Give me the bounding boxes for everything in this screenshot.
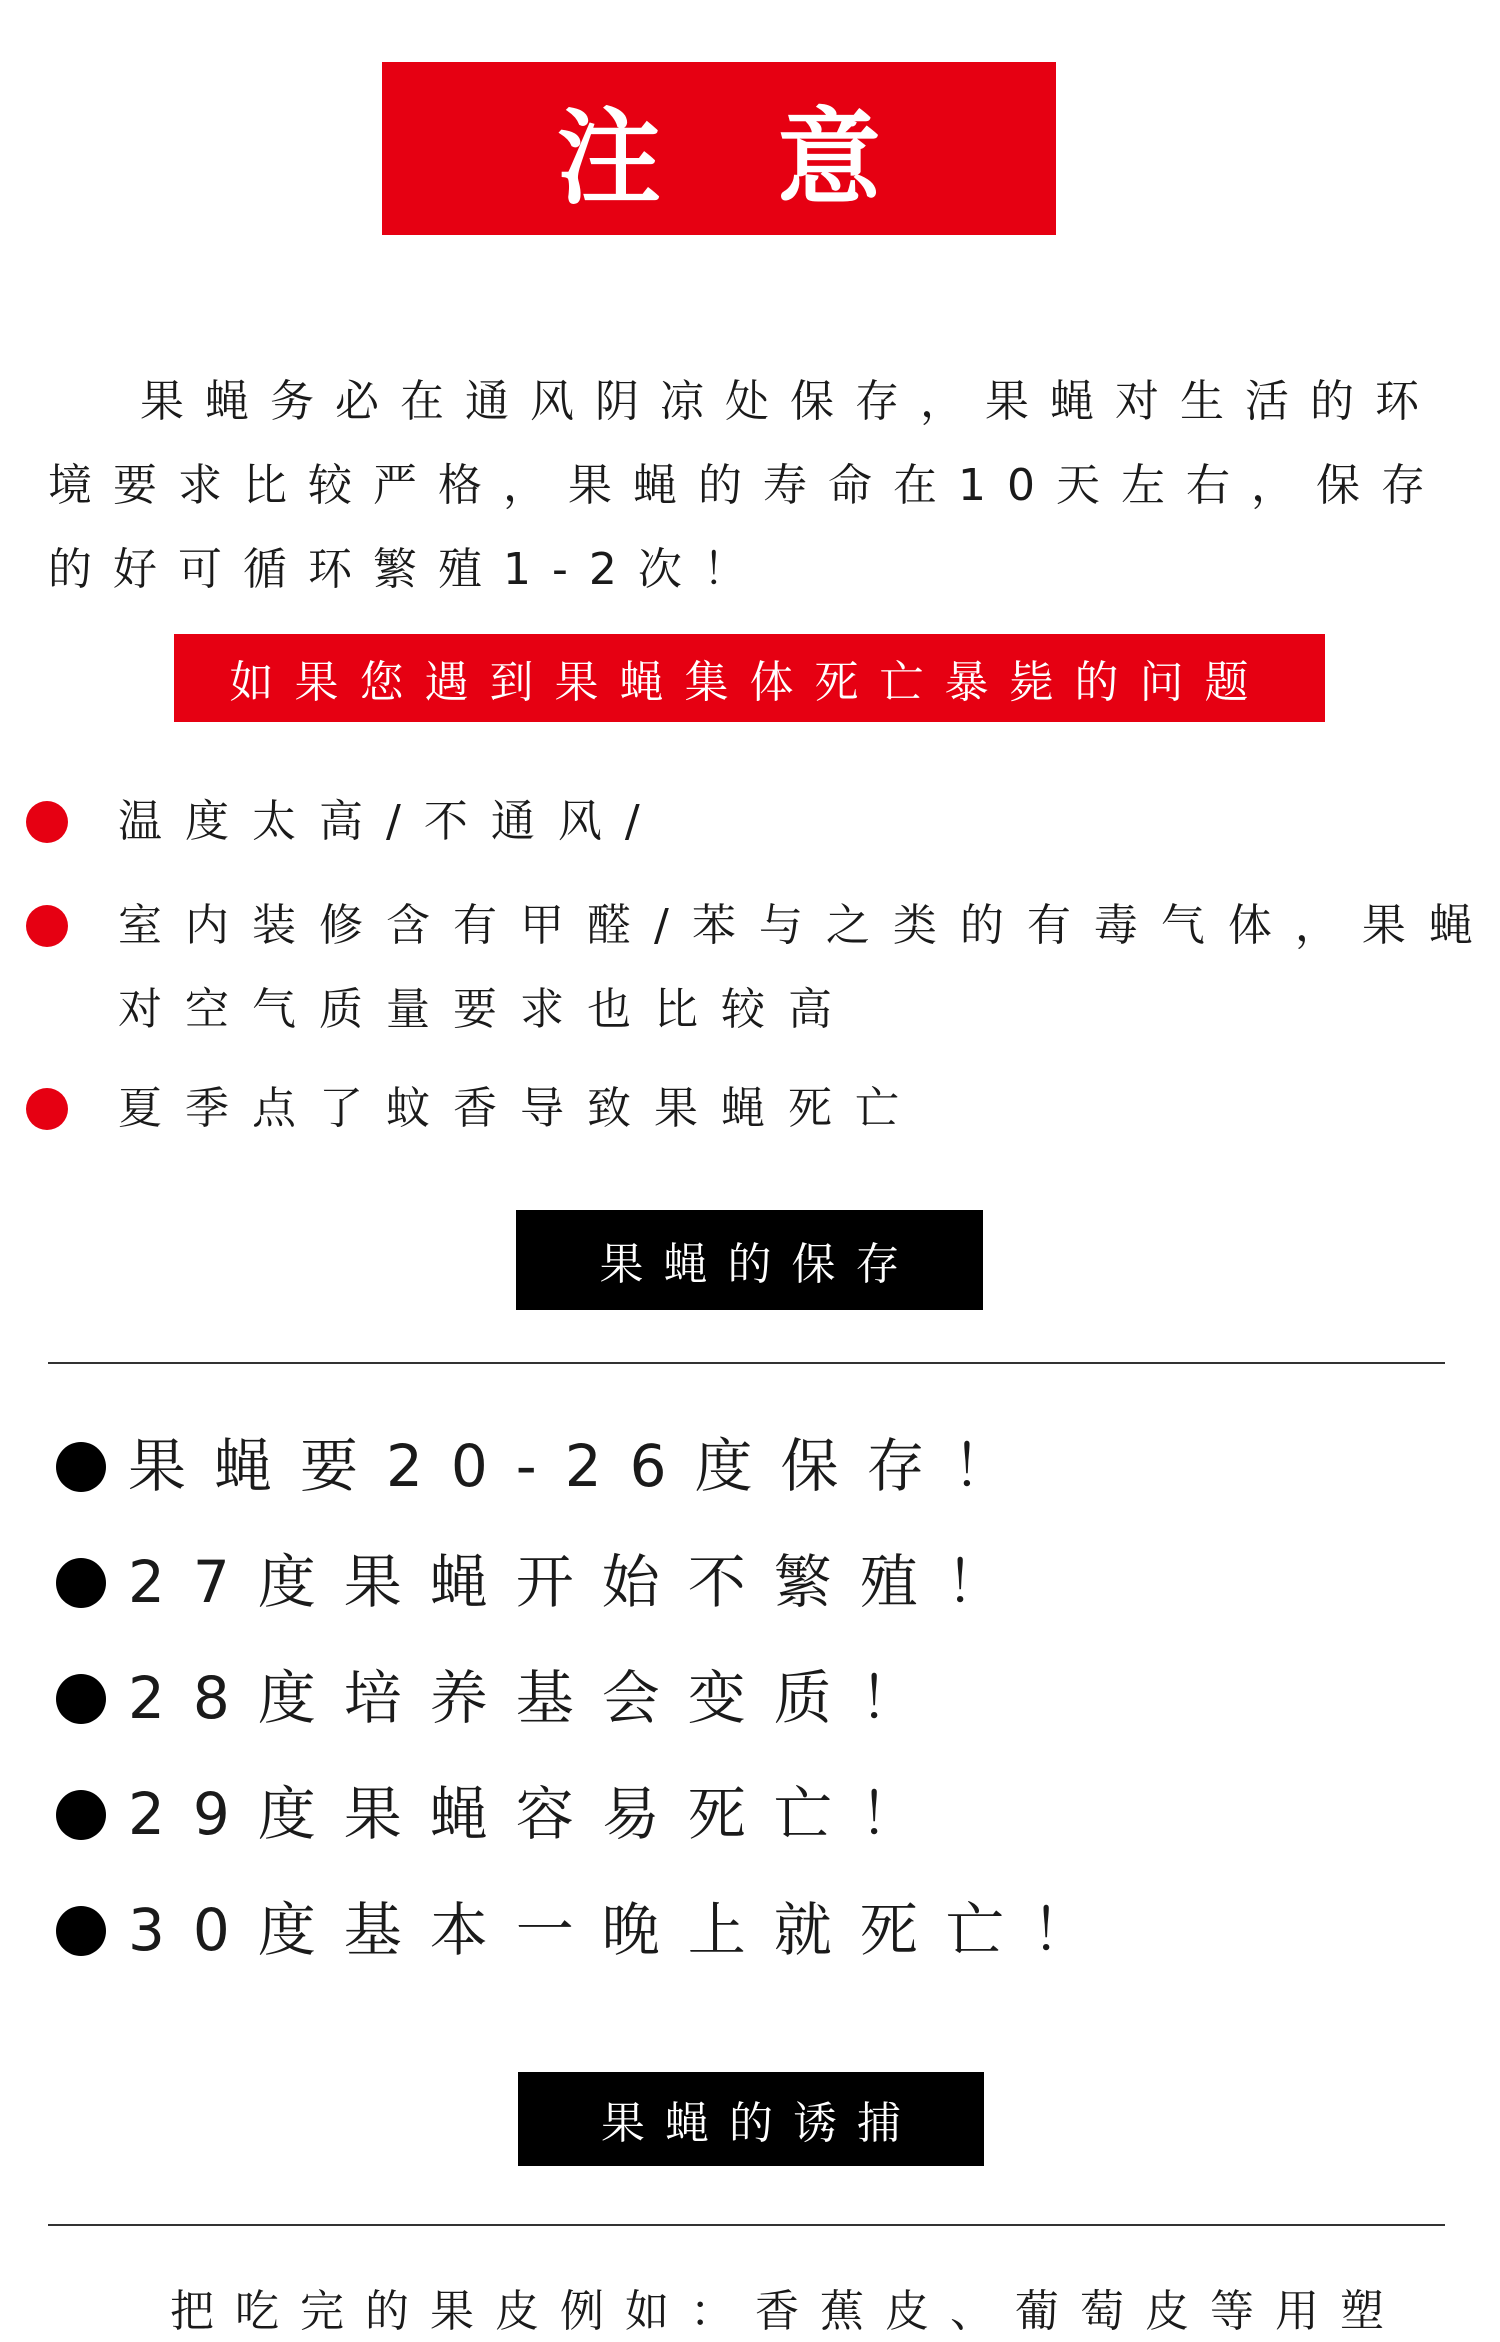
red-bullet-icon: [26, 1088, 68, 1130]
reason-text: 温度太高/不通风/: [118, 796, 663, 847]
red-bullet-icon: [26, 801, 68, 843]
temperature-rule-text: 30度基本一晚上就死亡！: [128, 1896, 1118, 1964]
storage-intro-paragraph: [48, 360, 1488, 612]
section-divider: [48, 2224, 1445, 2226]
notice-title-banner: [382, 62, 1056, 235]
notice-title: 注 意: [556, 96, 922, 219]
reason-text: 夏季点了蚊香导致果蝇死亡: [118, 1083, 922, 1134]
temperature-rule: [56, 1890, 1456, 1970]
reason-text: 室内装修含有甲醛/苯与之类的有毒气体，果蝇对空气质量要求也比较高: [118, 900, 1496, 1035]
temperature-rule: [56, 1426, 1456, 1506]
storage-section-title: 果蝇的保存: [599, 1239, 920, 1290]
temperature-rule-text: 果蝇要20-26度保存！: [128, 1432, 1039, 1500]
section-divider: [48, 1362, 1445, 1364]
temperature-rule-text: 28度培养基会变质！: [128, 1664, 946, 1732]
temperature-rule-text: 29度果蝇容易死亡！: [128, 1780, 946, 1848]
trap-section-title: 果蝇的诱捕: [601, 2098, 921, 2149]
black-bullet-icon: [56, 1674, 106, 1724]
trap-section-label: [518, 2072, 984, 2166]
temperature-rule: [56, 1658, 1456, 1738]
temperature-rule: [56, 1542, 1456, 1622]
problem-banner: [174, 634, 1325, 722]
temperature-rule-text: 27度果蝇开始不繁殖！: [128, 1548, 1032, 1616]
storage-intro-text: 果蝇务必在通风阴凉处保存，果蝇对生活的环境要求比较严格，果蝇的寿命在10天左右，保存的好可循环繁殖1-2次！: [48, 376, 1446, 595]
black-bullet-icon: [56, 1558, 106, 1608]
red-bullet-icon: [26, 905, 68, 947]
storage-section-label: [516, 1210, 983, 1310]
problem-banner-label: 如果您遇到果蝇集体死亡暴毙的问题: [229, 657, 1270, 708]
trap-intro-text: 把吃完的果皮例如：香蕉皮、葡萄皮等用塑: [170, 2286, 1405, 2337]
black-bullet-icon: [56, 1442, 106, 1492]
temperature-rule: [56, 1774, 1456, 1854]
black-bullet-icon: [56, 1790, 106, 1840]
black-bullet-icon: [56, 1906, 106, 1956]
